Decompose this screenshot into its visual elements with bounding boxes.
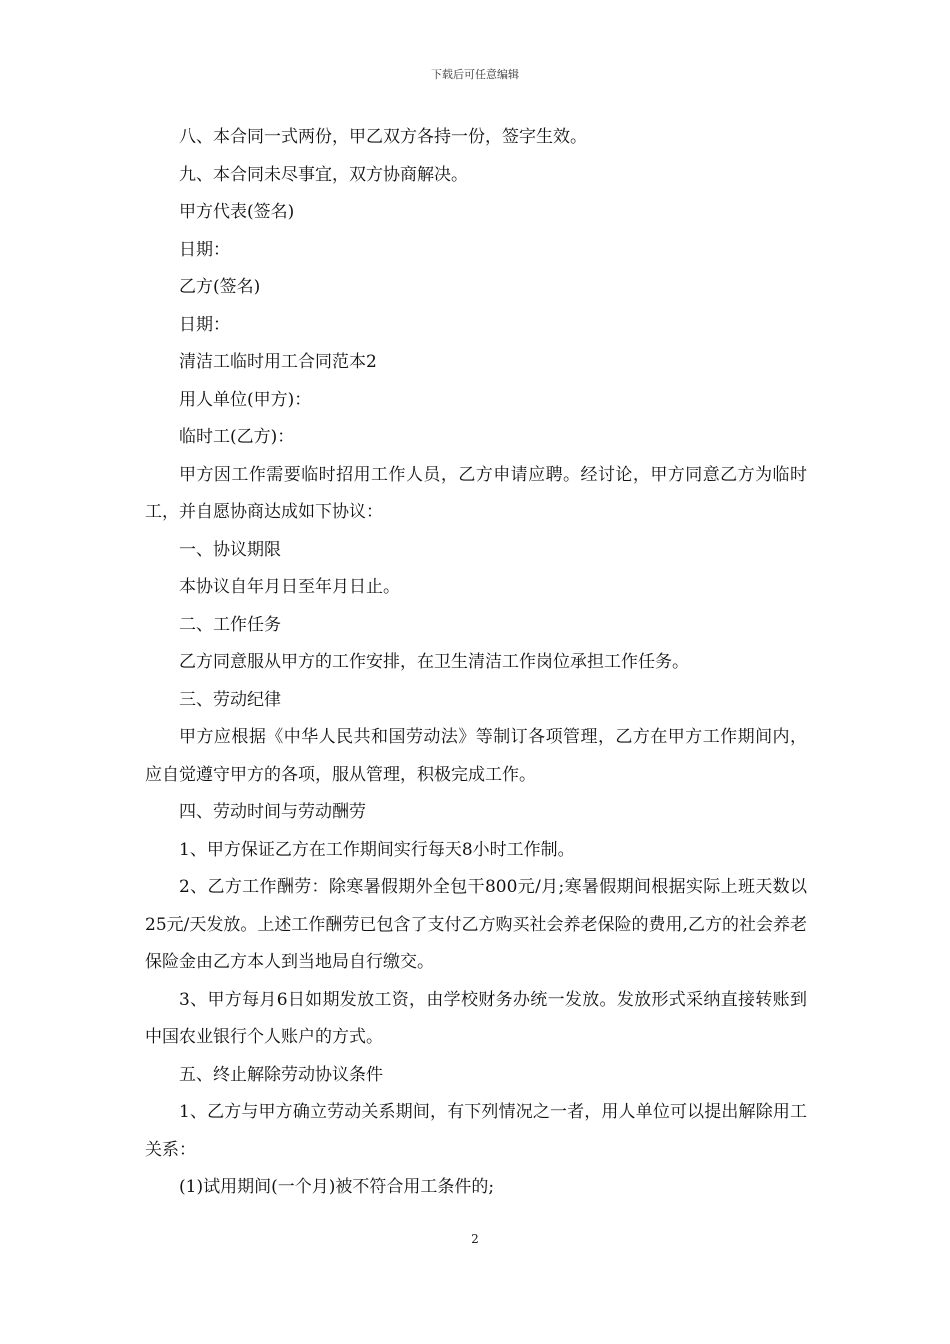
party-a-signature: 甲方代表(签名) bbox=[179, 202, 295, 222]
heading-tasks: 二、工作任务 bbox=[179, 614, 281, 635]
pay-paragraph: 2、乙方工作酬劳：除寒暑假期外全包干800元/月;寒暑假期间根据实际上班天数以25元/天发放。上述工作酬劳已包含了支付乙方购买社会养老保险的费用,乙方的社会养老保险金由乙方本人到当地局自行缴交。 bbox=[145, 877, 807, 972]
tasks-text: 乙方同意服从甲方的工作安排，在卫生清洁工作岗位承担工作任务。 bbox=[179, 652, 689, 672]
document-body bbox=[145, 119, 807, 1207]
page-number: 2 bbox=[471, 1232, 479, 1246]
temp-worker-line: 临时工(乙方)： bbox=[179, 427, 295, 447]
heading-termination: 五、终止解除劳动协议条件 bbox=[179, 1064, 383, 1085]
discipline-paragraph: 甲方应根据《中华人民共和国劳动法》等制订各项管理，乙方在甲方工作期间内，应自觉遵守甲方的各项，服从管理，积极完成工作。 bbox=[145, 727, 807, 785]
section-title: 清洁工临时用工合同范本2 bbox=[179, 352, 377, 372]
termination-item-1: (1)试用期间(一个月)被不符合用工条件的; bbox=[179, 1177, 495, 1197]
intro-paragraph: 甲方因工作需要临时招用工作人员，乙方申请应聘。经讨论，甲方同意乙方为临时工，并自愿协商达成如下协议： bbox=[145, 464, 807, 522]
date-line-b: 日期： bbox=[179, 314, 230, 335]
party-b-signature: 乙方(签名) bbox=[179, 277, 261, 297]
page-header: 下载后可任意编辑 bbox=[431, 68, 519, 81]
heading-discipline: 三、劳动纪律 bbox=[179, 689, 281, 710]
heading-hours-pay: 四、劳动时间与劳动酬劳 bbox=[179, 802, 366, 822]
termination-paragraph: 1、乙方与甲方确立劳动关系期间，有下列情况之一者，用人单位可以提出解除用工关系： bbox=[145, 1102, 807, 1160]
payday-paragraph: 3、甲方每月6日如期发放工资，由学校财务办统一发放。发放形式采纳直接转账到中国农业银行个人账户的方式。 bbox=[145, 989, 807, 1047]
employer-line: 用人单位(甲方)： bbox=[179, 389, 312, 410]
hours-item: 1、甲方保证乙方在工作期间实行每天8小时工作制。 bbox=[179, 839, 575, 860]
heading-term: 一、协议期限 bbox=[179, 539, 281, 560]
clause-eight: 八、本合同一式两份，甲乙双方各持一份，签字生效。 bbox=[179, 127, 587, 147]
clause-nine: 九、本合同未尽事宜，双方协商解决。 bbox=[179, 164, 468, 185]
date-line-a: 日期： bbox=[179, 239, 230, 260]
term-text: 本协议自年月日至年月日止。 bbox=[179, 577, 400, 597]
